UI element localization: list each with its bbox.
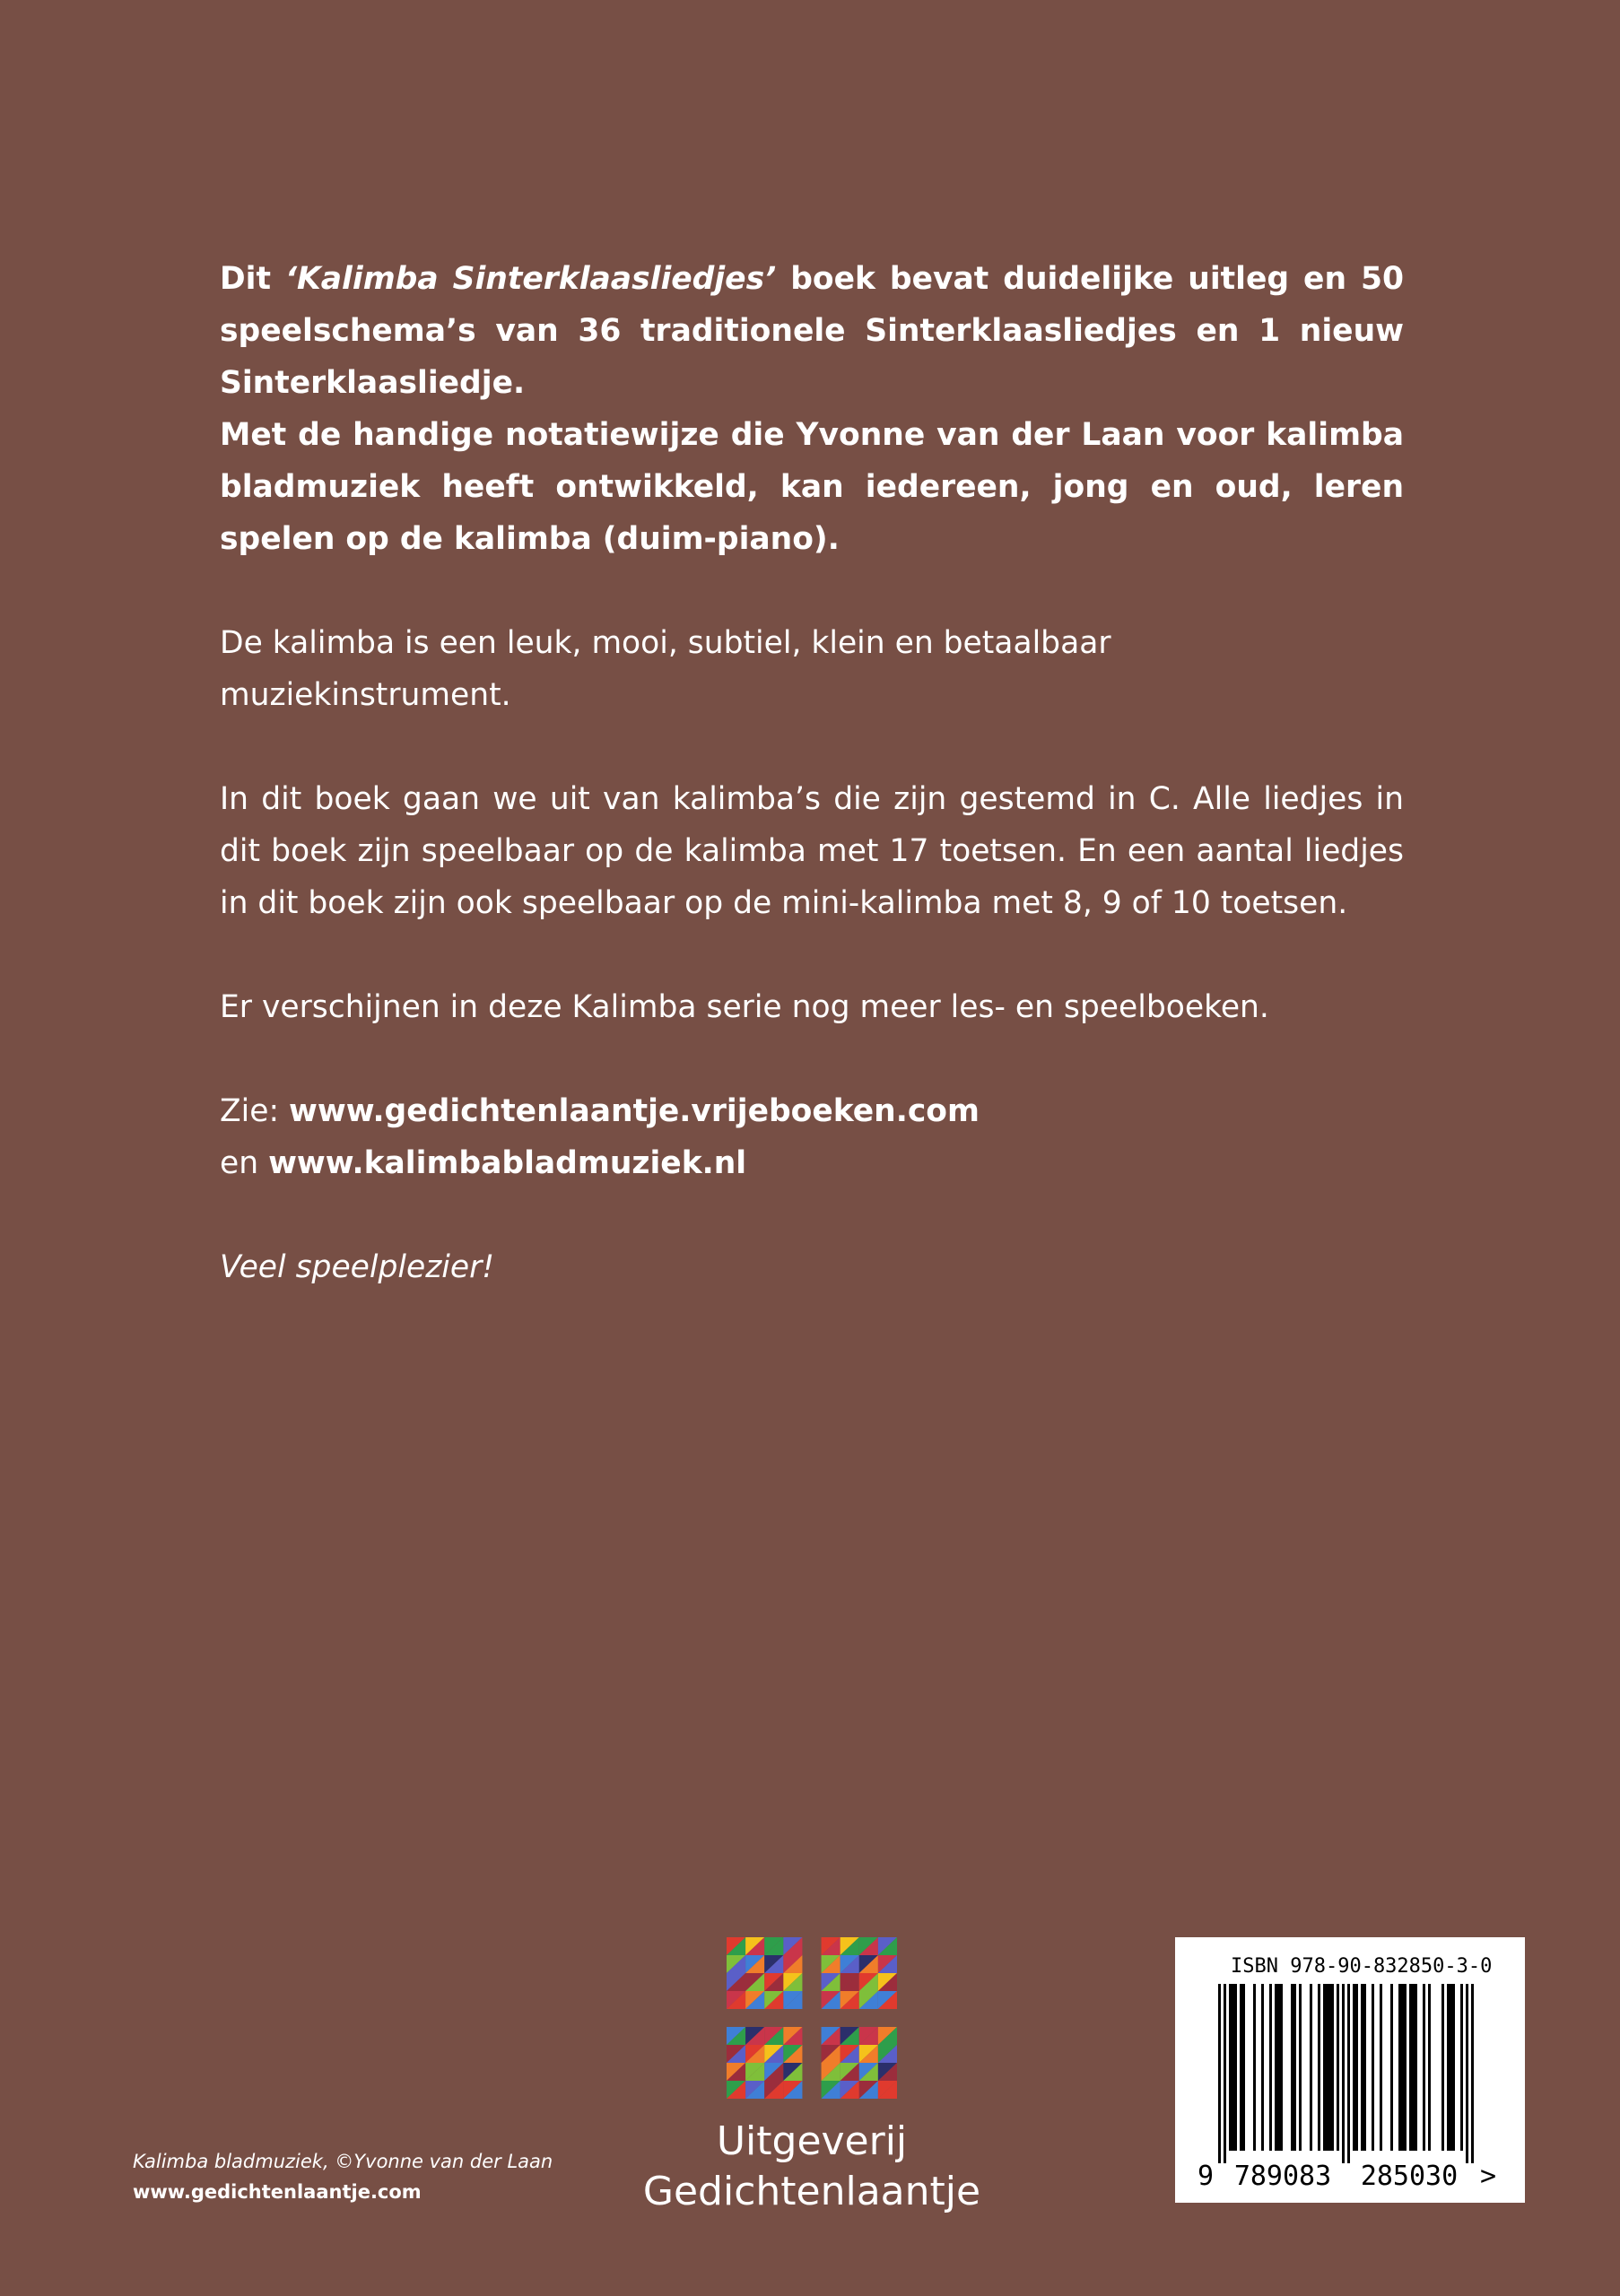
barcode-bar	[1261, 1984, 1264, 2151]
barcode-bar	[1412, 1984, 1415, 2151]
barcode-bar	[1441, 1984, 1444, 2151]
barcode-bar	[1409, 1984, 1412, 2151]
barcode-bar	[1471, 1984, 1474, 2163]
barcode-bar	[1326, 1984, 1328, 2151]
intro-rest: boek bevat duidelijke uitleg en 50 speelschema’s van 36 traditionele Sinterklaasliedjes en 1 nieuw Sinterklaasliedje.	[220, 261, 1405, 401]
barcode-bar	[1337, 1984, 1339, 2151]
closing-line: Veel speelplezier!	[220, 1249, 495, 1285]
barcode-bar	[1323, 1984, 1326, 2151]
barcode-bar	[1363, 1984, 1366, 2151]
barcode-digits-group1: 789083	[1233, 2161, 1332, 2192]
barcode-bar	[1398, 1984, 1401, 2151]
zie-label: Zie:	[220, 1093, 290, 1129]
barcode-bar	[1224, 1984, 1226, 2163]
barcode-bar	[1331, 1984, 1334, 2151]
publisher-name	[628, 2117, 996, 2217]
back-cover-text	[220, 253, 1404, 1345]
barcode-bar	[1460, 1984, 1463, 2151]
barcode-bar	[1318, 1984, 1320, 2151]
barcode-bar	[1380, 1984, 1382, 2151]
barcode-bar	[1466, 1984, 1468, 2163]
credits	[133, 2146, 553, 2207]
barcode-bar	[1280, 1984, 1283, 2151]
barcode-bar	[1277, 1984, 1280, 2151]
barcode-bar	[1347, 1984, 1350, 2163]
barcode-bar	[1361, 1984, 1363, 2151]
barcode-bar	[1372, 1984, 1374, 2151]
paragraph-tuning: In dit boek gaan we uit van kalimba’s die zijn gestemd in C. Alle liedjes in dit boek zijn speelbaar op de kalimba met 17 toetsen. En een aantal liedjes in dit boek zijn ook speelbaar op de mini-kalimba met 8, 9 of 10 toetsen.	[220, 781, 1404, 921]
barcode-bar	[1390, 1984, 1393, 2151]
barcode-bar	[1452, 1984, 1455, 2151]
book-title: ‘Kalimba Sinterklaasliedjes’	[284, 261, 777, 297]
website-link-vrijeboeken[interactable]: www.gedichtenlaantje.vrijeboeken.com	[289, 1093, 980, 1129]
isbn-label: ISBN 978-90-832850-3-0	[1231, 1955, 1493, 1978]
website-link-kalimbabladmuziek[interactable]: www.kalimbabladmuziek.nl	[268, 1145, 747, 1181]
barcode-bar	[1234, 1984, 1237, 2151]
barcode-bar	[1342, 1984, 1345, 2163]
barcode-bar	[1218, 1984, 1221, 2163]
barcode-bar	[1328, 1984, 1331, 2151]
barcode-bar	[1240, 1984, 1242, 2151]
publisher-line1: Uitgeverij	[716, 2118, 908, 2164]
en-label: en	[220, 1145, 269, 1181]
barcode-bar	[1229, 1984, 1232, 2151]
barcode-bar	[1404, 1984, 1407, 2151]
barcode-bar	[1401, 1984, 1404, 2151]
barcode-bar	[1415, 1984, 1417, 2151]
barcode-bar	[1242, 1984, 1245, 2151]
barcode-bar	[1275, 1984, 1277, 2151]
barcode-bar	[1428, 1984, 1431, 2151]
intro-line2: Met de handige notatiewijze die Yvonne van der Laan voor kalimba bladmuziek heeft ontwikkeld, kan iedereen, jong en oud, leren spelen op de kalimba (duim-piano).	[220, 417, 1404, 557]
barcode-bar	[1293, 1984, 1296, 2151]
intro-prefix: Dit	[220, 261, 285, 297]
barcode-bar	[1355, 1984, 1358, 2151]
barcode-bar	[1310, 1984, 1312, 2151]
paragraph-kalimba-description: De kalimba is een leuk, mooi, subtiel, klein en betaalbaar muziekinstrument.	[220, 625, 1111, 713]
barcode-bar	[1232, 1984, 1234, 2151]
barcode-digits-group2: 285030	[1360, 2161, 1459, 2192]
links-paragraph	[220, 1085, 1404, 1189]
barcode-bar	[1447, 1984, 1450, 2151]
paragraph-series: Er verschijnen in deze Kalimba serie nog meer les- en speelboeken.	[220, 989, 1269, 1025]
barcode-bar	[1450, 1984, 1452, 2151]
isbn-barcode	[1175, 1937, 1525, 2203]
barcode-bars	[1175, 1937, 1525, 2203]
barcode-digits-first: 9	[1197, 2161, 1215, 2192]
barcode-bar	[1253, 1984, 1256, 2151]
credits-website: www.gedichtenlaantje.com	[133, 2181, 422, 2203]
barcode-bar	[1299, 1984, 1302, 2151]
barcode-bar	[1353, 1984, 1355, 2151]
credits-copyright: Kalimba bladmuziek, ©Yvonne van der Laan	[133, 2151, 553, 2172]
barcode-bar	[1423, 1984, 1425, 2151]
publisher-line2: Gedichtenlaantje	[642, 2169, 981, 2214]
barcode-bar	[1291, 1984, 1293, 2151]
intro-paragraph	[220, 253, 1404, 565]
publisher-logo-icon	[727, 1937, 897, 2099]
barcode-bar	[1269, 1984, 1272, 2151]
barcode-quiet-zone-arrow: >	[1479, 2161, 1497, 2192]
